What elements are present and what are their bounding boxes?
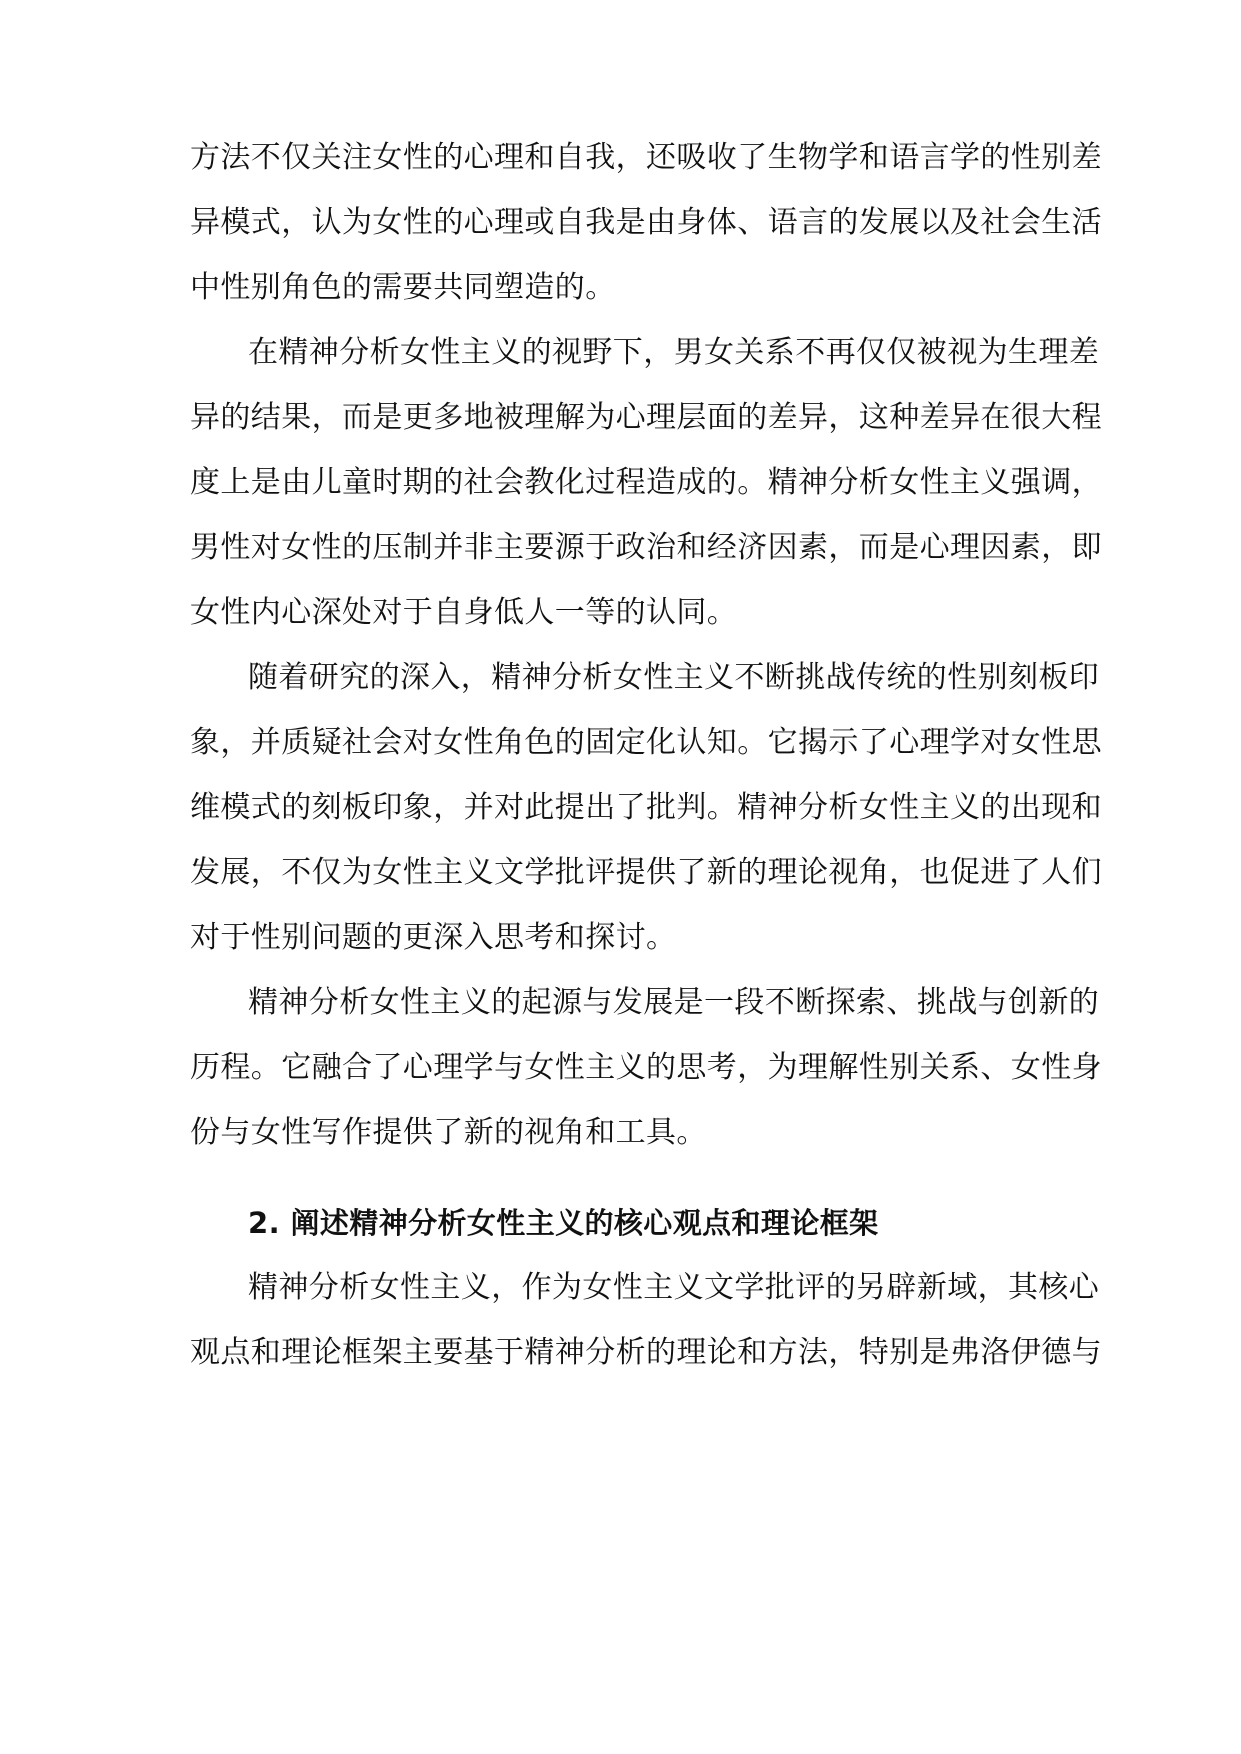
section-heading: 2. 阐述精神分析女性主义的核心观点和理论框架 bbox=[248, 1206, 879, 1240]
paragraph-1-line-2: 异模式，认为女性的心理或自我是由身体、语言的发展以及社会生活 bbox=[190, 205, 1102, 240]
paragraph-2-line-1: 在精神分析女性主义的视野下，男女关系不再仅仅被视为生理差 bbox=[248, 335, 1100, 370]
paragraph-5-line-2: 观点和理论框架主要基于精神分析的理论和方法，特别是弗洛伊德与 bbox=[190, 1335, 1102, 1370]
paragraph-4-line-1: 精神分析女性主义的起源与发展是一段不断探索、挑战与创新的 bbox=[248, 985, 1100, 1020]
paragraph-2-line-3: 度上是由儿童时期的社会教化过程造成的。精神分析女性主义强调， bbox=[190, 465, 1102, 500]
paragraph-2-line-2: 异的结果，而是更多地被理解为心理层面的差异，这种差异在很大程 bbox=[190, 400, 1102, 435]
paragraph-3-line-1: 随着研究的深入，精神分析女性主义不断挑战传统的性别刻板印 bbox=[248, 660, 1100, 695]
paragraph-3-line-5: 对于性别问题的更深入思考和探讨。 bbox=[190, 920, 677, 955]
paragraph-4-line-3: 份与女性写作提供了新的视角和工具。 bbox=[190, 1115, 707, 1150]
paragraph-5-line-1: 精神分析女性主义，作为女性主义文学批评的另辟新域，其核心 bbox=[248, 1270, 1100, 1305]
paragraph-1-line-1: 方法不仅关注女性的心理和自我，还吸收了生物学和语言学的性别差 bbox=[190, 140, 1102, 175]
paragraph-2-line-4: 男性对女性的压制并非主要源于政治和经济因素，而是心理因素，即 bbox=[190, 530, 1102, 565]
paragraph-3-line-3: 维模式的刻板印象，并对此提出了批判。精神分析女性主义的出现和 bbox=[190, 790, 1102, 825]
paragraph-2-line-5: 女性内心深处对于自身低人一等的认同。 bbox=[190, 595, 738, 630]
paragraph-4-line-2: 历程。它融合了心理学与女性主义的思考，为理解性别关系、女性身 bbox=[190, 1050, 1102, 1085]
paragraph-1-line-3: 中性别角色的需要共同塑造的。 bbox=[190, 270, 616, 305]
paragraph-3-line-4: 发展，不仅为女性主义文学批评提供了新的理论视角，也促进了人们 bbox=[190, 855, 1102, 890]
paragraph-3-line-2: 象，并质疑社会对女性角色的固定化认知。它揭示了心理学对女性思 bbox=[190, 725, 1102, 760]
